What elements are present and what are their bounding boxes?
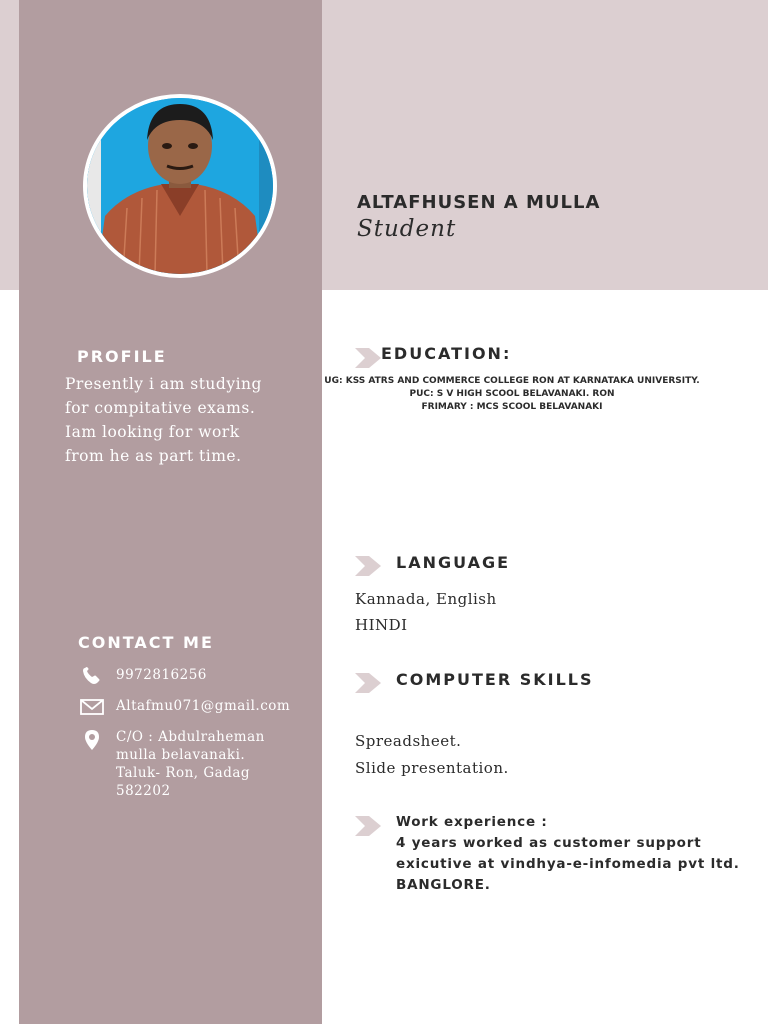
- education-heading: EDUCATION:: [381, 344, 512, 363]
- education-list: [322, 375, 702, 414]
- education-line: FRIMARY : MCS SCOOL BELAVANAKI: [421, 402, 603, 412]
- skill-line: Slide presentation.: [355, 759, 509, 777]
- computer-skills-heading: COMPUTER SKILLS: [396, 670, 594, 689]
- skill-line: Spreadsheet.: [355, 732, 462, 750]
- work-line: 4 years worked as customer support: [396, 835, 702, 851]
- envelope-icon: [80, 697, 104, 717]
- work-experience: [396, 812, 740, 896]
- education-line: PUC: S V HIGH SCOOL BELAVANAKI. RON: [409, 389, 615, 399]
- language-line: Kannada, English: [355, 590, 497, 608]
- avatar: [83, 94, 277, 278]
- profile-heading: PROFILE: [77, 347, 167, 366]
- computer-skills-list: [355, 728, 509, 782]
- work-line: BANGLORE.: [396, 877, 491, 893]
- contact-heading: CONTACT ME: [78, 633, 214, 652]
- chevron-right-icon: [355, 816, 381, 836]
- chevron-right-icon: [355, 556, 381, 576]
- contact-address: [116, 728, 265, 800]
- chevron-right-icon: [355, 673, 381, 693]
- address-line: Taluk- Ron, Gadag: [116, 765, 251, 781]
- profile-line: from he as part time.: [65, 447, 242, 465]
- contact-phone[interactable]: 9972816256: [116, 667, 207, 683]
- address-line: C/O : Abdulraheman: [116, 729, 265, 745]
- profile-line: Iam looking for work: [65, 423, 240, 441]
- profile-line: Presently i am studying: [65, 375, 262, 393]
- language-line: HINDI: [355, 616, 408, 634]
- candidate-name: ALTAFHUSEN A MULLA: [357, 192, 601, 213]
- work-heading: Work experience :: [396, 814, 548, 830]
- language-heading: LANGUAGE: [396, 553, 511, 572]
- address-line: 582202: [116, 783, 171, 799]
- language-list: [355, 586, 497, 638]
- profile-photo: [87, 98, 273, 274]
- education-line: UG: KSS ATRS AND COMMERCE COLLEGE RON AT KARNATAKA UNIVERSITY.: [324, 376, 700, 386]
- profile-text: [65, 372, 262, 468]
- candidate-role: Student: [357, 216, 457, 242]
- address-line: mulla belavanaki.: [116, 747, 246, 763]
- contact-email[interactable]: Altafmu071@gmail.com: [116, 698, 291, 714]
- chevron-right-icon: [355, 348, 381, 368]
- location-pin-icon: [80, 728, 104, 750]
- work-line: exicutive at vindhya-e-infomedia pvt ltd.: [396, 856, 740, 872]
- phone-icon: [80, 666, 104, 686]
- profile-line: for compitative exams.: [65, 399, 256, 417]
